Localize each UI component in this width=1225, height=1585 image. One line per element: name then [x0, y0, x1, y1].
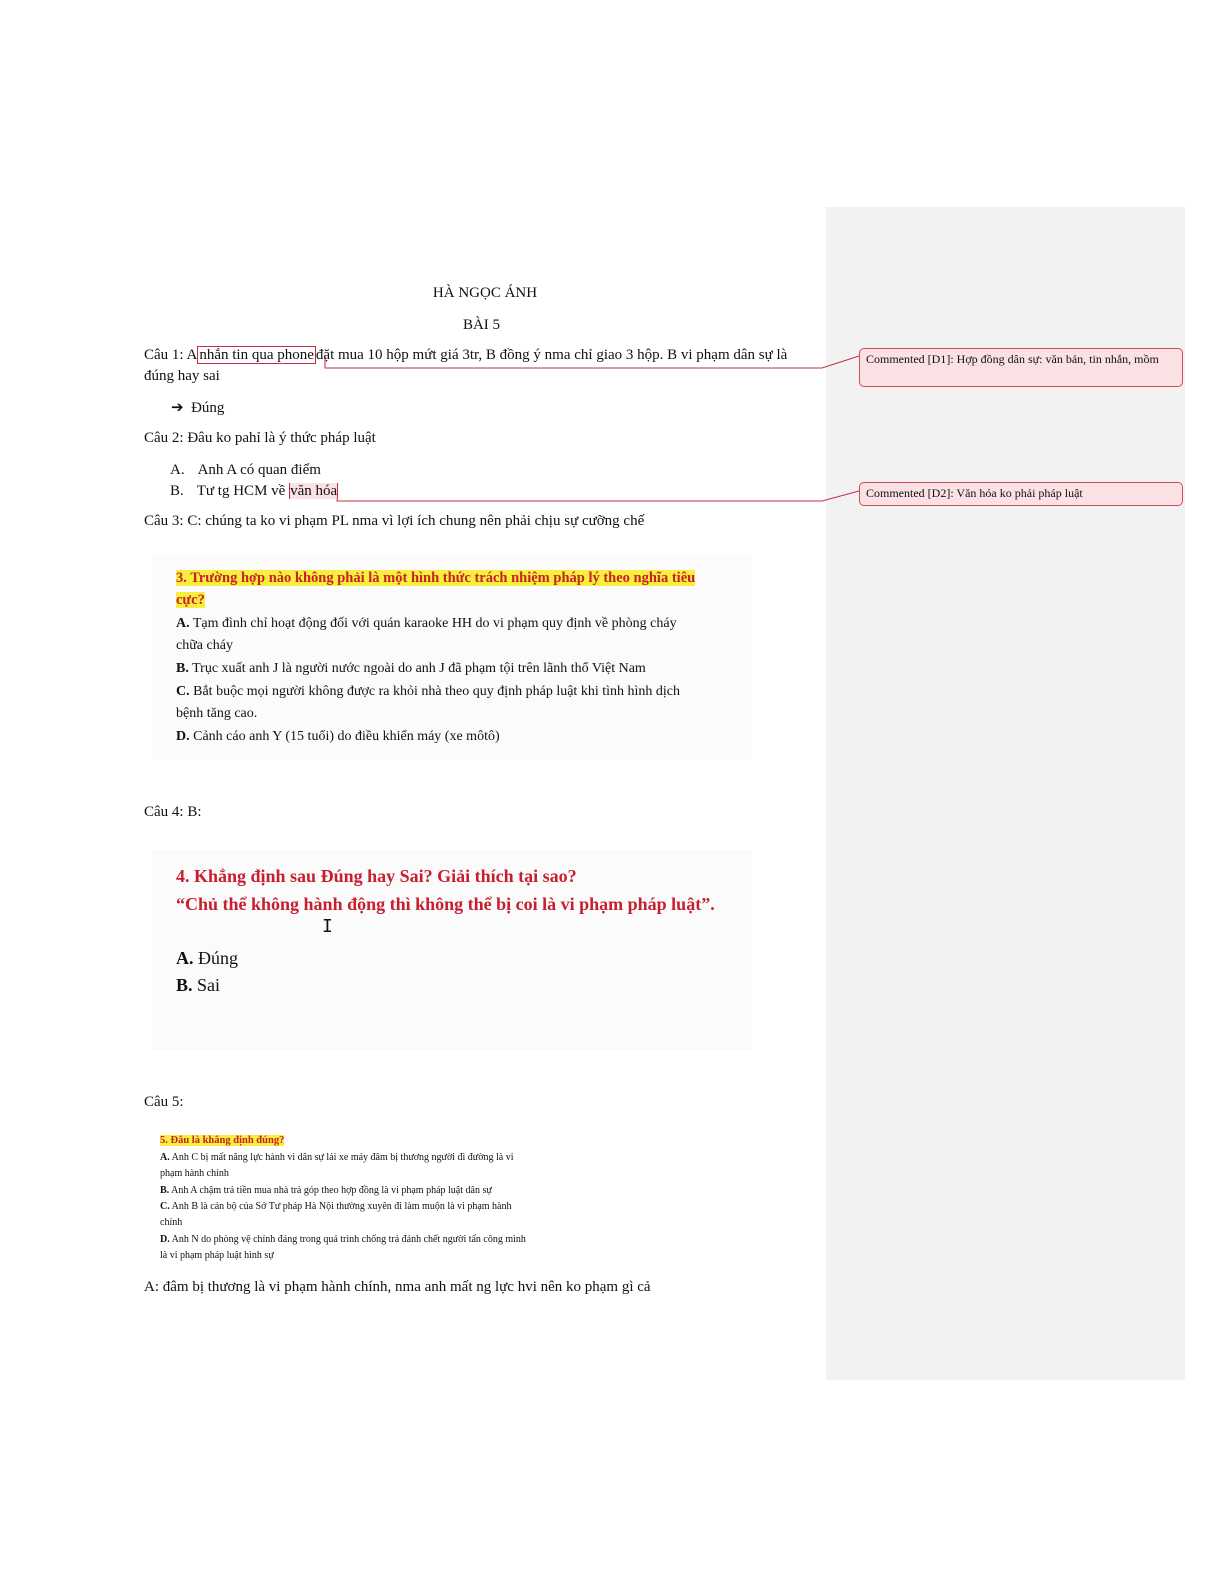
comment-d1[interactable]: Commented [D1]: Hợp đồng dân sự: văn bản, tin nhắn, mồm — [859, 348, 1183, 387]
q1-prefix: Câu 1: A — [144, 347, 198, 363]
img4-option-a: A. Đúng — [176, 948, 238, 968]
comment-d2[interactable]: Commented [D2]: Văn hóa ko phải pháp luật — [859, 482, 1183, 506]
img5-option-b: B. Anh A chậm trả tiền mua nhà trả góp theo hợp đồng là vi phạm pháp luật dân sự — [160, 1185, 492, 1196]
img5-option-a: A. Anh C bị mất năng lực hành vi dân sự lái xe máy đâm bị thương người đi đường là vi — [160, 1152, 514, 1163]
q1-rest: đặt mua 10 hộp mứt giá 3tr, B đồng ý nma chỉ giao 3 hộp. B vi phạm dân sự là — [315, 347, 788, 363]
q5-label: Câu 5: — [144, 1094, 184, 1110]
img4-option-b: B. Sai — [176, 975, 221, 995]
img3-option-d: D. Cảnh cáo anh Y (15 tuổi) do điều khiển máy (xe môtô) — [176, 729, 500, 744]
img3-title-line1: 3. Trường hợp nào không phải là một hình thức trách nhiệm pháp lý theo nghĩa tiêu — [176, 570, 696, 586]
q2-option-b-letter: B. — [170, 483, 184, 499]
q2-question: Câu 2: Đâu ko pahỉ là ý thức pháp luật — [144, 430, 376, 446]
text-cursor-icon: I — [322, 916, 333, 937]
q1-answer-text: Đúng — [191, 400, 225, 416]
question-4-image — [152, 850, 752, 1050]
q2-option-b-prefix: Tư tg HCM về — [196, 483, 286, 499]
question-5-image — [152, 1132, 582, 1267]
img5-option-a-cont: phạm hành chính — [160, 1168, 229, 1179]
img5-option-d: D. Anh N do phòng vệ chính đáng trong quá trình chống trả đánh chết người tấn công mình — [160, 1234, 526, 1245]
img5-option-c: C. Anh B là cán bộ của Sở Tư pháp Hà Nội thường xuyên đi làm muộn là vi phạm hành — [160, 1201, 512, 1212]
question-3-image — [152, 555, 752, 760]
img3-option-c-cont: bệnh tăng cao. — [176, 706, 258, 721]
author-name: HÀ NGỌC ÁNH — [432, 285, 538, 301]
q5-answer: A: đâm bị thương là vi phạm hành chính, nma anh mất ng lực hvi nên ko phạm gì cả — [144, 1279, 651, 1295]
img4-title-line2: “Chủ thể không hành động thì không thể bị coi là vi phạm pháp luật”. — [176, 894, 715, 914]
q3-answer: Câu 3: C: chúng ta ko vi phạm PL nma vì lợi ích chung nên phải chịu sự cưỡng chế — [144, 513, 645, 529]
comment-anchor-1[interactable]: nhắn tin qua phone — [199, 347, 314, 363]
img4-title-line1: 4. Khẳng định sau Đúng hay Sai? Giải thích tại sao? — [176, 866, 577, 886]
img5-option-c-cont: chính — [160, 1217, 183, 1228]
img3-option-a-cont: chữa cháy — [176, 638, 233, 653]
q1-line1 — [144, 345, 787, 365]
q1-answer — [171, 398, 224, 418]
img3-option-b: B. Trục xuất anh J là người nước ngoài do anh J đã phạm tội trên lãnh thổ Việt Nam — [176, 661, 646, 676]
q1-line2: đúng hay sai — [144, 368, 220, 384]
q2-option-a-text: Anh A có quan điểm — [197, 462, 321, 478]
page-title: BÀI 5 — [462, 317, 501, 333]
comment-anchor-2[interactable]: văn hóa — [290, 483, 338, 499]
q2-option-b — [170, 481, 338, 501]
img3-option-a: A. Tạm đình chỉ hoạt động đối với quán karaoke HH do vi phạm quy định về phòng cháy — [176, 616, 677, 631]
img5-title: 5. Đâu là khẳng định đúng? — [160, 1135, 285, 1146]
q4-answer: Câu 4: B: — [144, 804, 202, 820]
img3-option-c: C. Bắt buộc mọi người không được ra khỏi nhà theo quy định pháp luật khi tình hình dịch — [176, 684, 680, 699]
q2-option-a-letter: A. — [170, 462, 185, 478]
arrow-icon: ➔ — [171, 400, 184, 416]
comment-leader-2 — [337, 491, 859, 501]
q2-option-a — [170, 460, 321, 480]
img5-option-d-cont: là vi phạm pháp luật hình sự — [160, 1250, 274, 1261]
img3-title-line2: cực? — [176, 592, 205, 608]
